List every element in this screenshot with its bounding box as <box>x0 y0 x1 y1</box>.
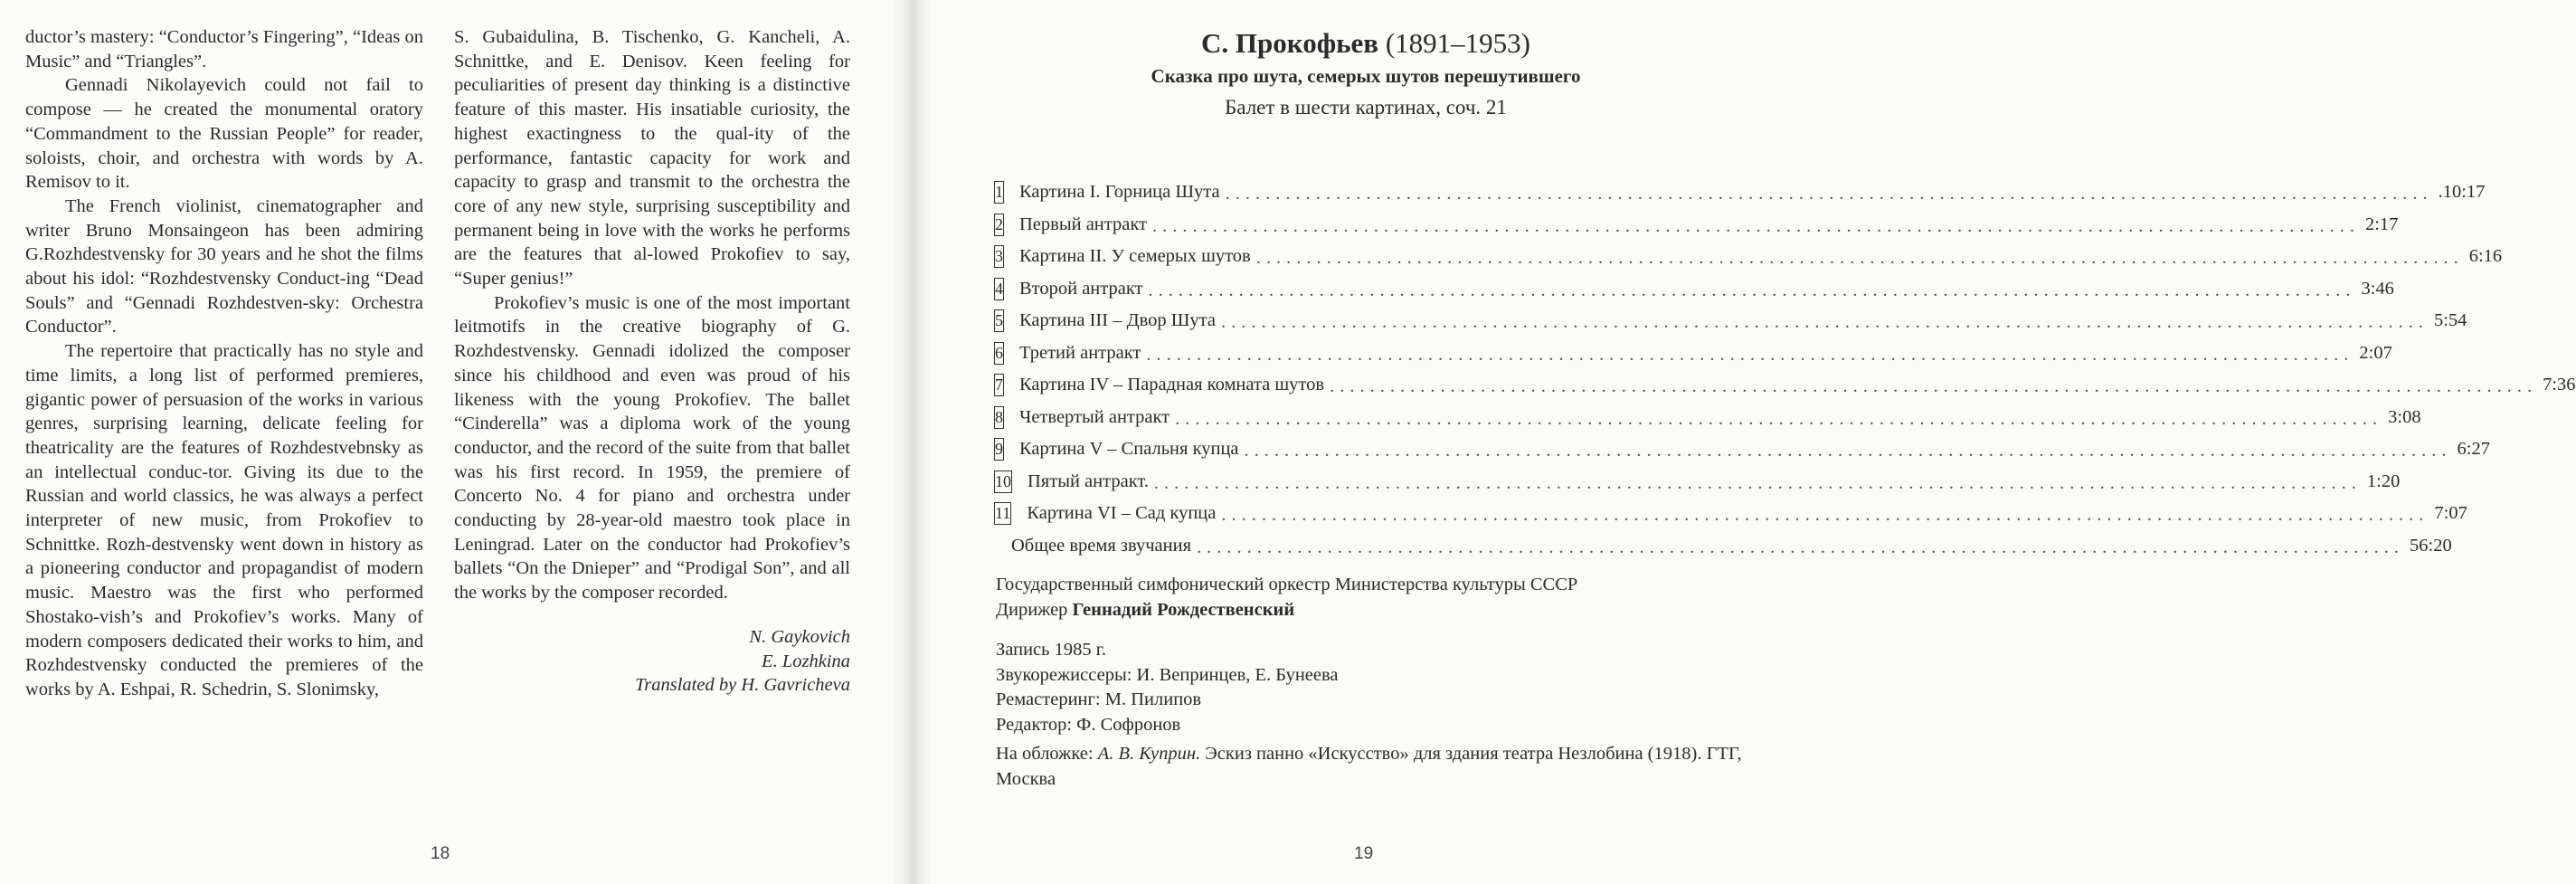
composer-name: С. Прокофьев <box>1201 27 1379 59</box>
track-number: 6 <box>994 342 1004 365</box>
conductor-label: Дирижер <box>996 599 1068 620</box>
signature-author: E. Lozhkina <box>762 651 850 671</box>
track-row <box>994 498 2467 530</box>
track-duration: 2:17 <box>2364 214 2399 234</box>
track-list <box>994 176 2576 562</box>
paragraph: Gennadi Nikolayevich could not fail to compose — he created the monumental oratory “Commandment to the Russian People” for reader, soloists, choir, and orchestra with words by A. Remisov to it. <box>25 75 423 193</box>
work-subtitle: Балет в шести картинах, соч. 21 <box>1225 96 1507 119</box>
paragraph: Prokofiev’s music is one of the most important leitmotifs in the creative biography of G. Rozhdestvensky. Gennadi idolized the composer since his childhood and even was proud of his likeness with the young Prokofiev. The ballet “Cinderella” was a diploma work of the young conductor, and the record of the suite from that ballet was his first record. In 1959, the premiere of Concerto No. 4 for piano and orchestra under conducting by 28-year-old maestro took place in Leningrad. Later on the conductor had Prokofiev’s ballets “On the Dnieper” and “Prodigal Son”, and all the works by the composer recorded. <box>454 292 850 604</box>
sound-engineers: Звукорежиссеры: И. Вепринцев, Е. Бунеева <box>996 664 1339 685</box>
composer-heading <box>995 25 1737 62</box>
dot-leader: ........................................................................................................................ <box>1153 472 2362 493</box>
track-title: Пятый антракт. <box>1028 471 1149 491</box>
track-duration: 2:07 <box>2359 342 2392 363</box>
signature-translator: Translated by H. Gavricheva <box>635 675 850 696</box>
track-row <box>994 402 2421 434</box>
conductor-line <box>996 598 1756 623</box>
dot-leader: ........................................................................................................................ <box>1255 248 2464 269</box>
track-row <box>994 305 2467 337</box>
track-duration: 1:20 <box>2366 471 2401 491</box>
track-row <box>994 337 2392 370</box>
page-number-left: 18 <box>431 844 450 863</box>
track-title: Третий антракт <box>1019 342 1141 363</box>
track-duration: 3:46 <box>2361 278 2394 299</box>
dot-leader: ........................................................................................................................ <box>1175 408 2383 429</box>
track-number: 10 <box>994 471 1012 493</box>
dot-leader: ........................................................................................................................ <box>1197 537 2405 557</box>
track-title: Первый антракт <box>1019 214 1147 234</box>
orchestra: Государственный симфонический оркестр Министерства культуры СССР <box>996 575 1578 594</box>
recording-year: Запись 1985 г. <box>996 640 1106 660</box>
track-duration: 56:20 <box>2410 535 2452 556</box>
dot-leader: ........................................................................................................................ <box>1146 344 2354 365</box>
track-duration: 7:36 <box>2543 375 2576 395</box>
track-number: 5 <box>994 309 1004 332</box>
book-gutter <box>891 0 932 884</box>
track-title: Картина VI – Сад купца <box>1027 503 1217 524</box>
track-title: Картина II. У семерых шутов <box>1019 246 1251 267</box>
editor: Редактор: Ф. Софронов <box>996 714 1181 735</box>
dot-leader: ........................................................................................................................ <box>1330 376 2538 397</box>
track-row <box>994 209 2399 242</box>
track-number: 11 <box>994 502 1011 525</box>
work-title: Сказка про шута, семерых шутов перешутившего <box>1151 65 1581 87</box>
track-title: Общее время звучания <box>1011 535 1192 556</box>
track-row <box>994 530 2452 563</box>
signatures <box>454 625 850 698</box>
track-number: 7 <box>994 374 1004 396</box>
paragraph: The repertoire that practically has no style and time limits, a long list of performed premieres, gigantic power of persuasion of the works in various genres, surprising learning, delicate feeling for theatricality are the features of Rozhdestvebnsky as an intellectual conduc-tor. Giving its due to the Russian and world classics, he was always a perfect interpreter of new music, from Prokofiev to Schnittke. Rozh-destvensky went down in history as a pioneering conductor and propagandist of modern music. Maestro was the first who performed Shostako-vish’s and Prokofiev’s works. Many of modern composers dedicated their works to him, and Rozhdestvensky conducted the premieres of the works by A. Eshpai, R. Schedrin, S. Slonimsky, <box>25 341 423 699</box>
track-duration: 6:27 <box>2457 439 2490 460</box>
track-duration: 7:07 <box>2434 503 2467 524</box>
track-title: Картина I. Горница Шута <box>1019 182 1220 203</box>
performers <box>996 573 1756 623</box>
track-title: Картина V – Спальня купца <box>1019 439 1239 460</box>
track-row <box>994 176 2486 209</box>
track-title: Картина III – Двор Шута <box>1019 310 1216 331</box>
track-number: 4 <box>994 278 1004 300</box>
cover-prefix: На обложке: <box>996 744 1094 764</box>
track-row <box>994 241 2503 273</box>
track-number: 3 <box>994 245 1004 268</box>
track-number: 9 <box>994 438 1004 461</box>
dot-leader: ........................................................................................................................ <box>1244 441 2452 461</box>
paragraph: S. Gubaidulina, B. Tischenko, G. Kancheli, A. Schnittke, and E. Denisov. Keen feeling for peculiarities of present day thinking is a distinctive feature of this master. His insatiable curiosity, the highest exactingness to the qual-ity of the performance, fantastic capacity for work and capacity to grasp and transmit to the orchestra the core of any new style, surprising susceptibility and permanent being in love with the works he performs are the features that al-lowed Prokofiev to say, “Super genius!” <box>454 27 850 290</box>
title-block <box>995 25 1737 122</box>
track-number: 2 <box>994 214 1004 236</box>
track-number: 1 <box>994 181 1004 204</box>
left-column <box>25 25 423 702</box>
page-number-right: 19 <box>1354 844 1374 863</box>
track-row <box>994 273 2394 306</box>
track-duration: 5:54 <box>2433 310 2467 331</box>
track-duration: 6:16 <box>2468 246 2503 267</box>
cover-credit <box>996 742 1756 792</box>
paragraph: ductor’s mastery: “Conductor’s Fingering”, “Ideas on Music” and “Triangles”. <box>25 27 423 71</box>
track-row <box>994 466 2401 499</box>
signature-author: N. Gaykovich <box>749 626 850 647</box>
track-number <box>994 535 996 557</box>
cover-artist: А. В. Куприн. <box>1097 744 1201 764</box>
track-row <box>994 433 2490 466</box>
composer-years: (1891–1953) <box>1385 27 1530 59</box>
cover-text: Эскиз панно «Искусство» для здания театра Незлобина (1918). ГТГ, Москва <box>996 744 1742 789</box>
track-row <box>994 369 2576 402</box>
track-duration: 3:08 <box>2388 406 2421 427</box>
track-title: Четвертый антракт <box>1019 406 1170 427</box>
dot-leader: ........................................................................................................................ <box>1221 505 2429 526</box>
track-title: Картина IV – Парадная комната шутов <box>1019 375 1325 395</box>
track-title: Второй антракт <box>1019 278 1143 299</box>
track-number: 8 <box>994 406 1004 429</box>
right-column <box>454 25 850 698</box>
dot-leader: ........................................................................................................................ <box>1148 280 2356 300</box>
dot-leader: ........................................................................................................................ <box>1151 215 2360 236</box>
track-duration: .10:17 <box>2438 182 2486 203</box>
credits <box>996 638 1756 737</box>
paragraph: The French violinist, cinematographer and writer Bruno Monsaingeon has been admiring G.Rozhdestvensky for 30 years and he shot the films about his idol: “Rozhdestvensky Conduct-ing “Dead Souls” and “Gennadi Rozhdestven-sky: Orchestra Conductor”. <box>25 195 423 337</box>
dot-leader: ........................................................................................................................ <box>1220 312 2429 333</box>
conductor-name: Геннадий Рождественский <box>1072 599 1295 620</box>
dot-leader: ........................................................................................................................ <box>1225 184 2433 204</box>
remastering: Ремастеринг: М. Пилипов <box>996 689 1202 709</box>
